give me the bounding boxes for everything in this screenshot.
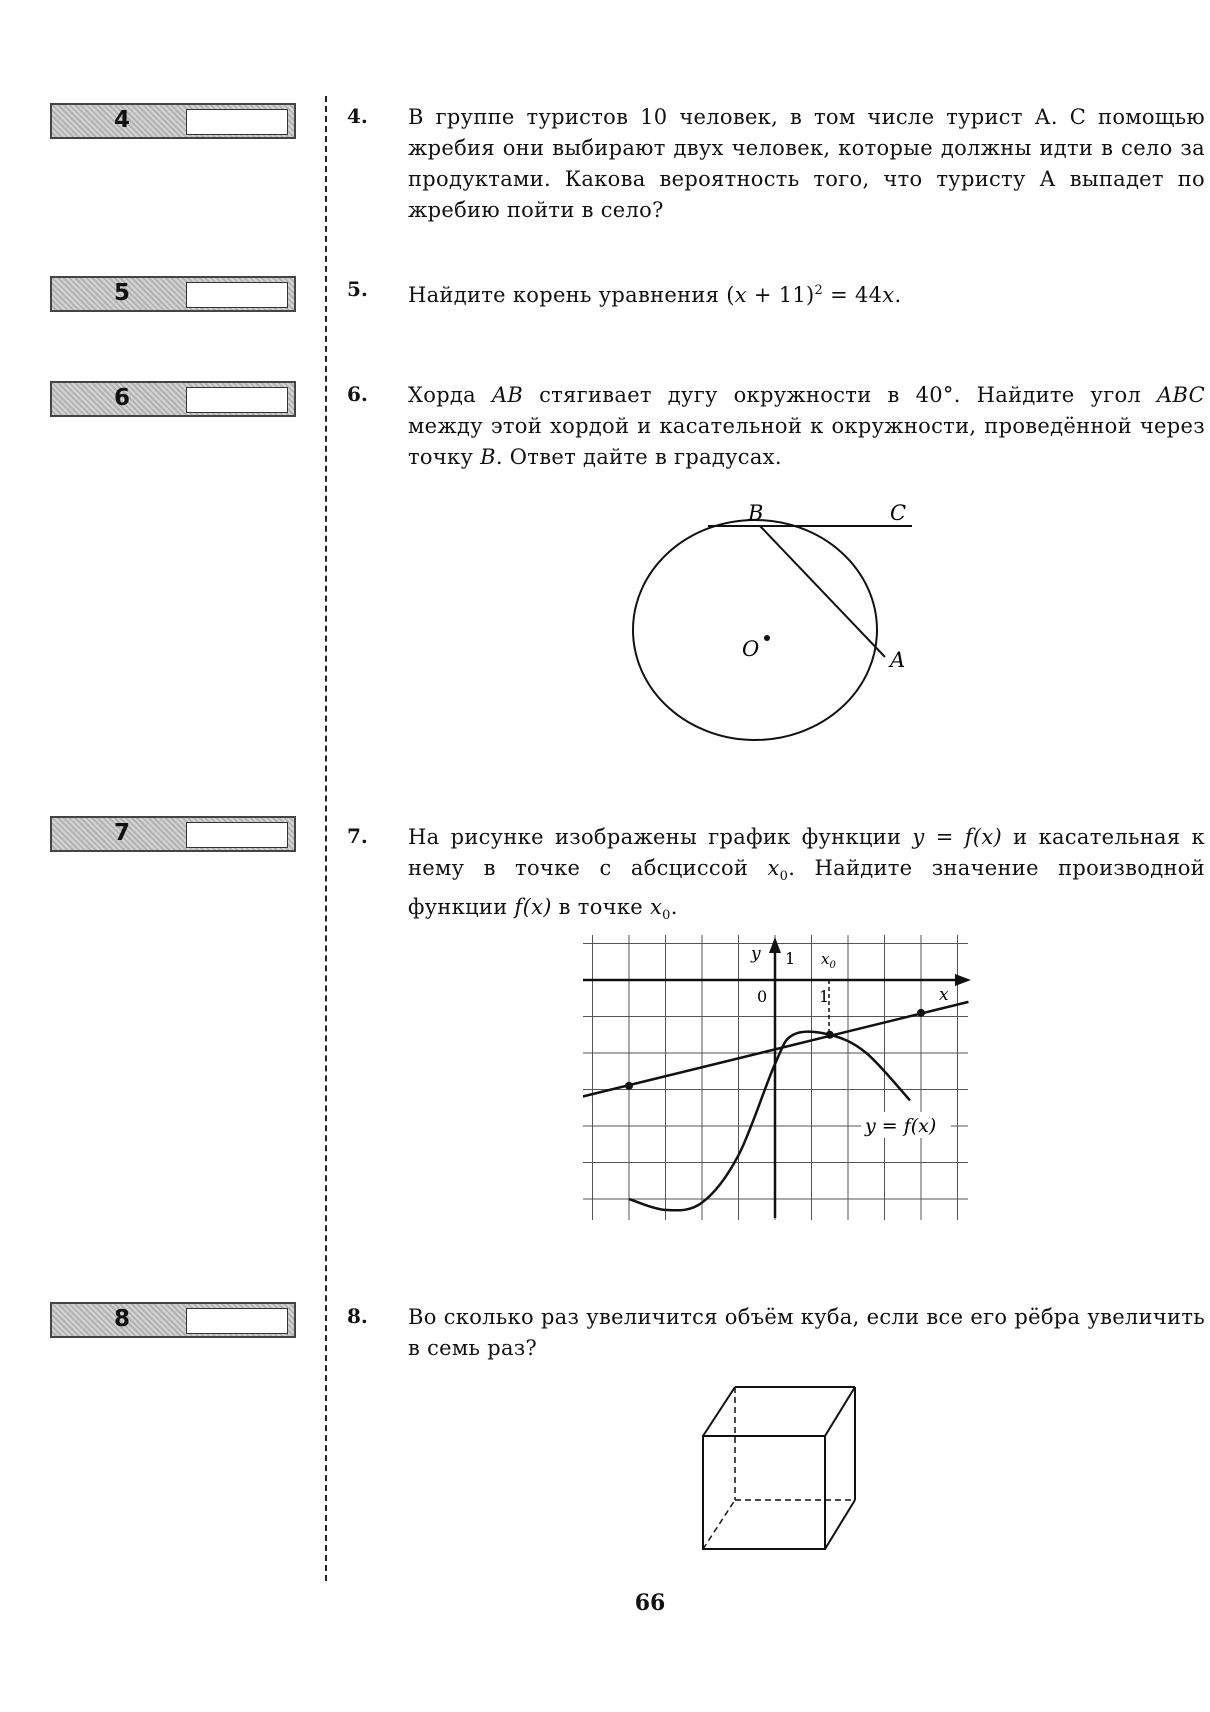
function-graph xyxy=(583,935,973,1225)
graph-label-one-y: 1 xyxy=(785,949,796,968)
tangent-point xyxy=(625,1082,633,1090)
chord-ab xyxy=(760,526,885,657)
answer-input-4[interactable] xyxy=(186,109,288,135)
answer-box-label: 8 xyxy=(113,1306,130,1332)
y-axis-arrow xyxy=(769,937,781,953)
graph-label-x: x xyxy=(939,985,949,1005)
answer-input-7[interactable] xyxy=(186,822,288,848)
task-number-5: 5. xyxy=(347,277,368,301)
cube-edge xyxy=(825,1500,855,1549)
answer-box-7 xyxy=(50,816,296,852)
circle-figure xyxy=(620,495,920,755)
task-number-6: 6. xyxy=(347,382,368,406)
answer-input-5[interactable] xyxy=(186,282,288,308)
cube-figure xyxy=(695,1380,865,1555)
circle xyxy=(633,520,877,740)
graph-label-zero: 0 xyxy=(757,987,768,1006)
graph-label-y: y xyxy=(751,944,761,964)
answer-box-label: 5 xyxy=(113,280,130,306)
label-b: B xyxy=(748,501,764,525)
task-number-8: 8. xyxy=(347,1304,368,1328)
curve-label: y = f(x) xyxy=(865,1115,937,1137)
cube-hidden-edge xyxy=(703,1500,735,1549)
answer-box-label: 7 xyxy=(113,820,130,846)
answer-box-label: 6 xyxy=(113,385,130,411)
label-a: A xyxy=(890,648,906,672)
cut-line xyxy=(325,96,327,1581)
graph-label-one-x: 1 xyxy=(819,987,830,1006)
answer-box-8 xyxy=(50,1302,296,1338)
page-number: 66 xyxy=(634,1590,666,1616)
task-text-5: Найдите корень уравнения $(x + 11)^2 = 44x$. xyxy=(408,283,902,307)
task-text-8: Во сколько раз увеличится объём куба, если все его рёбра увеличить в семь раз? xyxy=(408,1305,1205,1360)
task-text-4: В группе туристов 10 человек, в том числе турист А. С помощью жребия они выбирают двух человек, которые должны идти в село за продуктами. Какова вероятность того, что туристу А выпадет по жребию пойти в село? xyxy=(408,105,1205,222)
cube-edge xyxy=(825,1387,855,1436)
answer-input-8[interactable] xyxy=(186,1308,288,1334)
label-c: C xyxy=(890,501,907,525)
answer-box-6 xyxy=(50,381,296,417)
cube-front-face xyxy=(703,1436,825,1549)
graph-label-x0: $x_0$ xyxy=(821,950,836,971)
cube-edge xyxy=(703,1387,735,1436)
answer-box-label: 4 xyxy=(113,107,130,133)
x-axis-arrow xyxy=(955,974,971,986)
task-text-7: На рисунке изображены график функции y = f(x) и касательная к нему в точке с абсциссой $x_0$. Найдите значение производной функции f(x) в точке $x_0$. xyxy=(408,825,1205,924)
task-number-4: 4. xyxy=(347,104,368,128)
task-number-7: 7. xyxy=(347,824,368,848)
tangent-point xyxy=(917,1009,925,1017)
task-text-6: Хорда AB стягивает дугу окружности в 40°. Найдите угол ABC между этой хордой и касательной к окружности, проведённой через точку B. Ответ дайте в градусах. xyxy=(408,383,1205,469)
label-o: O xyxy=(742,637,760,661)
answer-box-5 xyxy=(50,276,296,312)
answer-box-4 xyxy=(50,103,296,139)
answer-input-6[interactable] xyxy=(186,387,288,413)
center-point xyxy=(764,635,770,641)
